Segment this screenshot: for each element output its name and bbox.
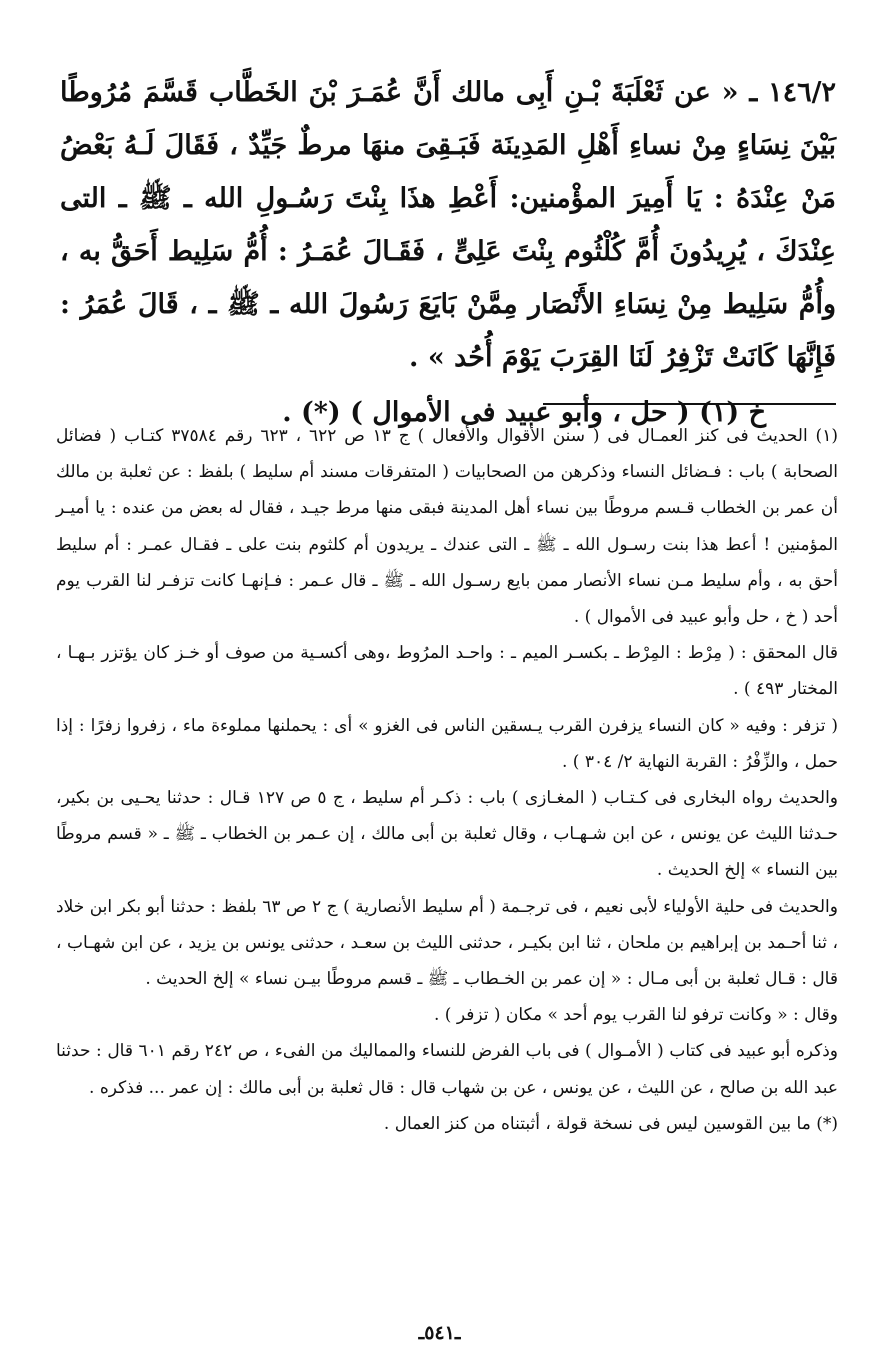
footnote-editor-note: قال المحقق : ( مِرْط : المِرْط ـ بكسـر الميم ـ : واحـد المرُوط ،وهى أكسـية من صوف أو خـز كان يؤتزر بـهـا ، المختار ٤٩٣ ) . <box>56 643 838 700</box>
footnote-tazfir: ( تزفر : وفيه « كان النساء يزفرن القرب يـسقين الناس فى الغزو » أى : يحملنها مملوءة ماء ، زفروا زفرًا : إذا حمل ، والزِّفْرُ : القربة النهاية ٢/ ٣٠٤ ) . <box>56 715 838 772</box>
footnote-hilya: والحديث فى حلية الأولياء لأبى نعيم ، فى ترجـمة ( أم سليط الأنصارية ) ج ٢ ص ٦٣ بلفظ : حدثنا أبو بكر ابن خلاد ، ثنا أحـمد بن إبراهيم بن ملحان ، ثنا ابن بكيـر ، حدثنى الليث بن سعـد ، حدثنى يونس بن يزيد ، عن ابن شهـاب ، قال : قـال ثعلبة بن أبى مـال : « إن عمر بن الخـطاب ـ ﷺ ـ قسم مروطًا بيـن نساء » إلخ الحديث . <box>56 896 838 990</box>
footnote-star: (*) ما بين القوسين ليس فى نسخة قولة ، أثبتناه من كنز العمال . <box>383 1113 838 1134</box>
footnote-divider <box>543 403 836 405</box>
page-number: ـ٥٤١ـ <box>418 1322 461 1344</box>
footnotes <box>56 418 838 1142</box>
footnote-1: (١) الحديث فى كنز العمـال فى ( سنن الأقوال والأفعال ) ج ١٣ ص ٦٢٢ ، ٦٢٣ رقم ٣٧٥٨٤ كتـاب ( فضائل الصحابة ) باب : فـضائل النساء وذكرهن من الصحابيات ( المتفرقات مسند أم سليط ) بلفظ : عن ثعلبة بن مالك أن عمر بن الخطاب قـسم مروطًا بين نساء أهل المدينة فبقى منها مرط جيـد ، فقال له بعض من عنده : يا أميـر المؤمنين ! أعط هذا بنت رسـول الله ـ ﷺ ـ التى عندك ـ يريدون أم كلثوم بنت على ـ فقـال عمـر : أم سليط أحق به ، وأم سليط مـن نساء الأنصار ممن بايع رسـول الله ـ ﷺ ـ قال عـمر : فـإنهـا كانت تزفـر لنا القرب يوم أحد ( خ ، حل وأبو عبيد فى الأموال ) . <box>56 426 838 628</box>
footnote-variant: وقال : « وكانت ترفو لنا القرب يوم أحد » مكان ( تزفر ) . <box>434 1005 838 1026</box>
main-text <box>60 66 836 439</box>
footnote-abu-ubaid: وذكره أبو عبيد فى كتاب ( الأمـوال ) فى باب الفرض للنساء والمماليك من الفىء ، ص ٢٤٢ رقم ٦٠١ قال : حدثنا عبد الله بن صالح ، عن الليث ، عن يونس ، عن بن شهاب قال : قال ثعلبة بن أبى مالك : إن عمر ... فذكره . <box>56 1041 838 1098</box>
hadith-source: خ (١) ( حل ، وأبو عبيد فى الأموال ) (*) . <box>282 397 766 428</box>
hadith-text: ١٤٦/٢ ـ « عن ثَعْلَبَةَ بْـنِ أَبِى مالك أَنَّ عُمَـرَ بْنَ الخَطَّاب قَسَّمَ مُرُوطًا بَيْنَ نِسَاءٍ مِنْ نساءِ أَهْلِ المَدِينَة فَبَـقِىَ منهَا مرطٌ جَيِّدٌ ، فَقَالَ لَـهُ بَعْضُ مَنْ عِنْدَهُ : يَا أَمِيرَ المؤْمنين: أَعْطِ هذَا بِنْتَ رَسُـولِ الله ـ ﷺ ـ التى عِنْدَكَ ، يُرِيدُونَ أُمَّ كُلْثُوم بِنْتَ عَلِىٍّ ، فَقَـالَ عُمَـرُ : أُمُّ سَلِيط أَحَقُّ به ، وأُمُّ سَلِيط مِنْ نِسَاءِ الأَنْصَار مِمَّنْ بَايَعَ رَسُولَ الله ـ ﷺ ـ ، قَالَ عُمَرُ : فَإِنَّهَا كَانَتْ تَزْفِرُ لَنَا القِرَبَ يَوْمَ أُحُد » . <box>60 77 836 373</box>
footnote-bukhari: والحديث رواه البخارى فى كـتـاب ( المغـازى ) باب : ذكـر أم سليط ، ج ٥ ص ١٢٧ قـال : حدثنا يحـيى بن بكير، حـدثنا الليث عن يونس ، عن ابن شـهـاب ، وقال ثعلبة بن أبى مالك ، إن عـمر بن الخطاب ـ ﷺ ـ « قسم مروطًا بين النساء » إلخ الحديث . <box>56 788 838 881</box>
